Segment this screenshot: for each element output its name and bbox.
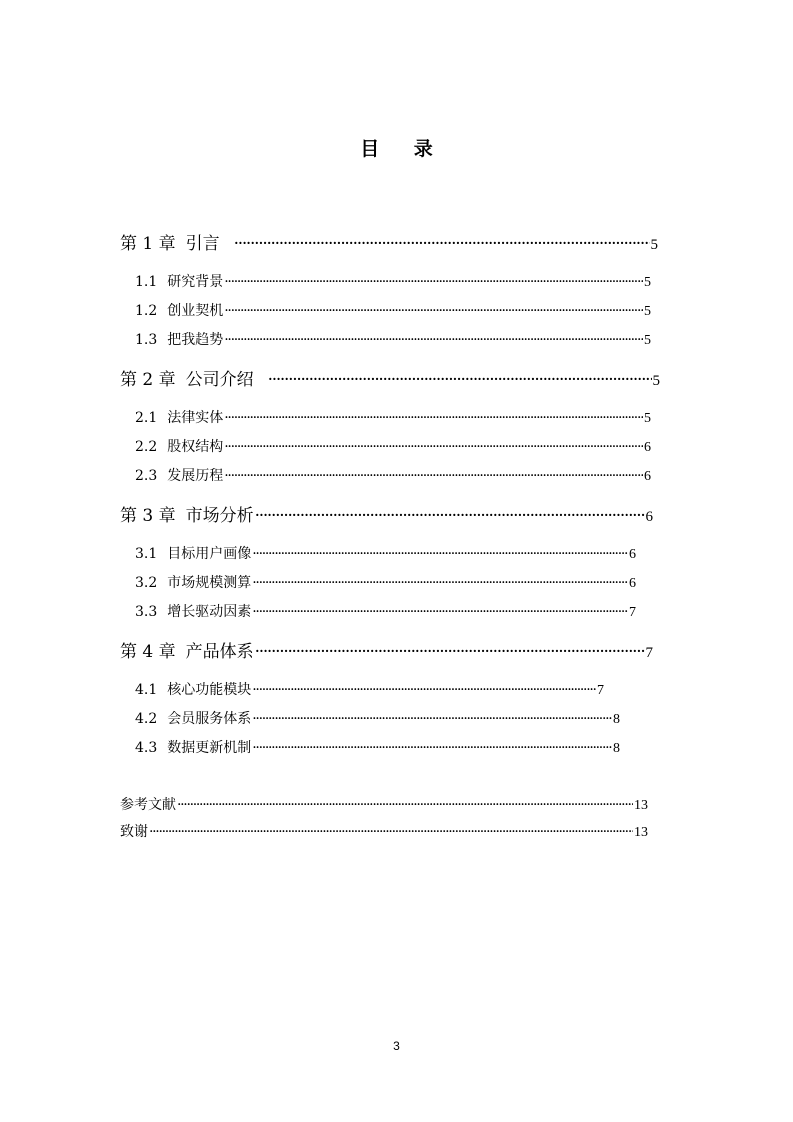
- section-title: 市场规模测算: [167, 575, 252, 591]
- page-ref: 6: [629, 547, 636, 562]
- section-number: 1.2: [135, 303, 158, 319]
- section-title: 创业契机: [167, 303, 224, 319]
- section-number: 4.1: [135, 682, 158, 698]
- dot-leader: [252, 708, 612, 730]
- section-title: 研究背景: [167, 274, 224, 290]
- section-number: 2.2: [135, 439, 158, 455]
- chapter-title: 产品体系: [185, 642, 254, 662]
- toc-section-1-3[interactable]: [135, 329, 651, 351]
- dot-leader: [234, 231, 650, 257]
- toc-chapter-1[interactable]: [120, 231, 658, 257]
- dot-leader: [224, 407, 643, 429]
- dot-leader: [224, 436, 643, 458]
- page-ref: 6: [645, 509, 653, 525]
- page-ref: 5: [644, 275, 651, 290]
- dot-leader: [255, 639, 645, 665]
- toc-references[interactable]: [120, 794, 648, 816]
- page-ref: 8: [613, 712, 620, 727]
- page-number: 3: [393, 1039, 400, 1053]
- toc-section-2-1[interactable]: [135, 407, 651, 429]
- toc-chapter-3[interactable]: [120, 503, 653, 529]
- section-title: 把我趋势: [167, 332, 224, 348]
- page-ref: 5: [644, 411, 651, 426]
- chapter-title: 引言: [185, 234, 220, 254]
- section-title: 核心功能模块: [167, 682, 252, 698]
- dot-leader: [252, 601, 628, 623]
- section-number: 3.2: [135, 575, 158, 591]
- page-ref: 13: [634, 798, 648, 813]
- toc-section-1-1[interactable]: [135, 271, 651, 293]
- toc-section-1-2[interactable]: [135, 300, 651, 322]
- dot-leader: [252, 737, 612, 759]
- page-ref: 5: [650, 237, 658, 253]
- chapter-label: 第 3 章: [120, 506, 176, 526]
- section-title: 目标用户画像: [167, 546, 252, 562]
- page-title: 目 录: [360, 138, 447, 160]
- section-number: 4.2: [135, 711, 158, 727]
- page-ref: 5: [644, 304, 651, 319]
- section-title: 增长驱动因素: [167, 604, 252, 620]
- dot-leader: [224, 465, 643, 487]
- toc-section-4-1[interactable]: [135, 679, 604, 701]
- toc-section-4-3[interactable]: [135, 737, 620, 759]
- toc-section-2-2[interactable]: [135, 436, 651, 458]
- page-ref: 7: [629, 605, 636, 620]
- chapter-title: 公司介绍: [185, 370, 254, 390]
- section-number: 2.3: [135, 468, 158, 484]
- page-ref: 5: [644, 333, 651, 348]
- page-ref: 13: [634, 825, 648, 840]
- page-ref: 6: [629, 576, 636, 591]
- dot-leader: [149, 821, 633, 843]
- section-title: 股权结构: [167, 439, 224, 455]
- toc-chapter-4[interactable]: [120, 639, 653, 665]
- page-ref: 7: [645, 645, 653, 661]
- section-number: 4.3: [135, 740, 158, 756]
- page-ref: 6: [644, 440, 651, 455]
- dot-leader: [255, 503, 645, 529]
- toc-section-3-1[interactable]: [135, 543, 636, 565]
- toc-acknowledgements[interactable]: [120, 821, 648, 843]
- dot-leader: [224, 300, 643, 322]
- section-number: 1.1: [135, 274, 158, 290]
- dot-leader: [224, 329, 643, 351]
- page-ref: 5: [652, 373, 660, 389]
- toc-chapter-2[interactable]: [120, 367, 660, 393]
- dot-leader: [268, 367, 652, 393]
- section-title: 数据更新机制: [167, 740, 252, 756]
- dot-leader: [252, 572, 628, 594]
- section-number: 1.3: [135, 332, 158, 348]
- chapter-label: 第 4 章: [120, 642, 176, 662]
- dot-leader: [252, 543, 628, 565]
- chapter-title: 市场分析: [185, 506, 254, 526]
- toc-section-3-3[interactable]: [135, 601, 636, 623]
- dot-leader: [252, 679, 596, 701]
- dot-leader: [224, 271, 643, 293]
- section-number: 2.1: [135, 410, 158, 426]
- section-title: 会员服务体系: [167, 711, 252, 727]
- page-ref: 7: [597, 683, 604, 698]
- section-number: 3.3: [135, 604, 158, 620]
- page-ref: 8: [613, 741, 620, 756]
- toc-section-2-3[interactable]: [135, 465, 651, 487]
- entry-title: 致谢: [120, 824, 148, 840]
- section-title: 发展历程: [167, 468, 224, 484]
- entry-title: 参考文献: [120, 797, 176, 813]
- toc-section-4-2[interactable]: [135, 708, 620, 730]
- section-title: 法律实体: [167, 410, 224, 426]
- chapter-label: 第 2 章: [120, 370, 176, 390]
- toc-section-3-2[interactable]: [135, 572, 636, 594]
- chapter-label: 第 1 章: [120, 234, 176, 254]
- page-ref: 6: [644, 469, 651, 484]
- section-number: 3.1: [135, 546, 158, 562]
- dot-leader: [177, 794, 633, 816]
